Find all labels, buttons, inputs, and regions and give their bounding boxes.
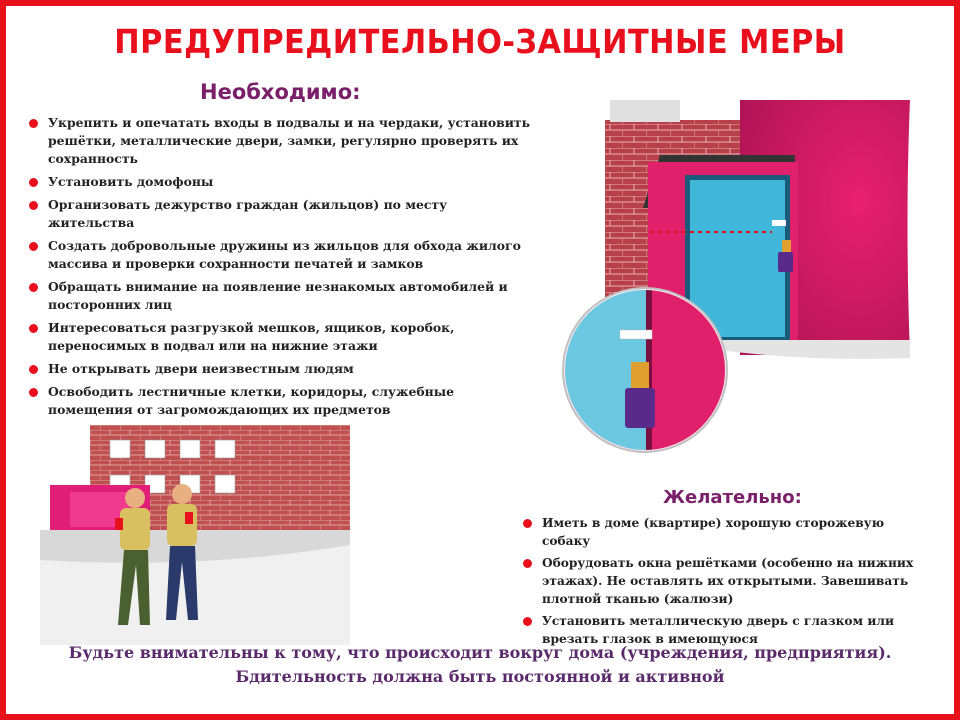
list-item-text: Обращать внимание на появление незнакомых автомобилей и посторонних лиц <box>48 279 508 312</box>
bullet-icon <box>29 201 38 210</box>
list-item <box>26 196 536 232</box>
bullet-icon <box>523 559 532 568</box>
list-item <box>26 237 536 273</box>
list-item <box>520 554 930 608</box>
sealed-door-illustration <box>550 100 920 455</box>
bullet-icon <box>523 617 532 626</box>
list-item-text: Создать добровольные дружины из жильцов для обхода жилого массива и проверки сохранности печатей и замков <box>48 238 521 271</box>
list-item-text: Организовать дежурство граждан (жильцов) по месту жительства <box>48 197 448 230</box>
list-item <box>26 278 536 314</box>
bullet-icon <box>29 283 38 292</box>
bullet-icon <box>29 324 38 333</box>
list-item <box>26 173 536 191</box>
list-item-text: Иметь в доме (квартире) хорошую сторожевую собаку <box>542 516 885 548</box>
list-item <box>520 514 930 550</box>
page-title: ПРЕДУПРЕДИТЕЛЬНО-ЗАЩИТНЫЕ МЕРЫ <box>114 22 846 61</box>
desirable-heading: Желательно: <box>663 487 802 508</box>
list-item-text: Установить домофоны <box>48 174 214 189</box>
list-item <box>26 114 536 168</box>
bullet-icon <box>29 388 38 397</box>
list-item-text: Оборудовать окна решётками (особенно на нижних этажах). Не оставлять их открытыми. Завешивать плотной тканью (жалюзи) <box>542 556 914 606</box>
footer-line: Будьте внимательны к тому, что происходит вокруг дома (учреждения, предприятия). <box>68 643 892 662</box>
list-item <box>26 319 536 355</box>
list-item-text: Укрепить и опечатать входы в подвалы и на чердаки, установить решётки, металлические двери, замки, регулярно проверять их сохранность <box>48 115 531 166</box>
desirable-list <box>520 514 930 652</box>
bullet-icon <box>523 519 532 528</box>
list-item <box>26 360 536 378</box>
list-item-text: Освободить лестничные клетки, коридоры, служебные помещения от загромождающих их предметов <box>48 384 455 417</box>
list-item-text: Не открывать двери неизвестным людям <box>48 361 354 376</box>
list-item-text: Установить металлическую дверь с глазком или врезать глазок в имеющуюся <box>542 614 895 646</box>
bullet-icon <box>29 365 38 374</box>
necessary-list <box>26 114 536 424</box>
bullet-icon <box>29 119 38 128</box>
list-item <box>26 383 536 419</box>
list-item-text: Интересоваться разгрузкой мешков, ящиков, коробок, переносимых в подвал или на нижние этажи <box>48 320 455 353</box>
footer <box>0 641 960 689</box>
patrol-illustration <box>40 420 360 645</box>
footer-line: Бдительность должна быть постоянной и активной <box>235 667 725 686</box>
bullet-icon <box>29 242 38 251</box>
necessary-heading: Необходимо: <box>200 80 361 104</box>
bullet-icon <box>29 178 38 187</box>
